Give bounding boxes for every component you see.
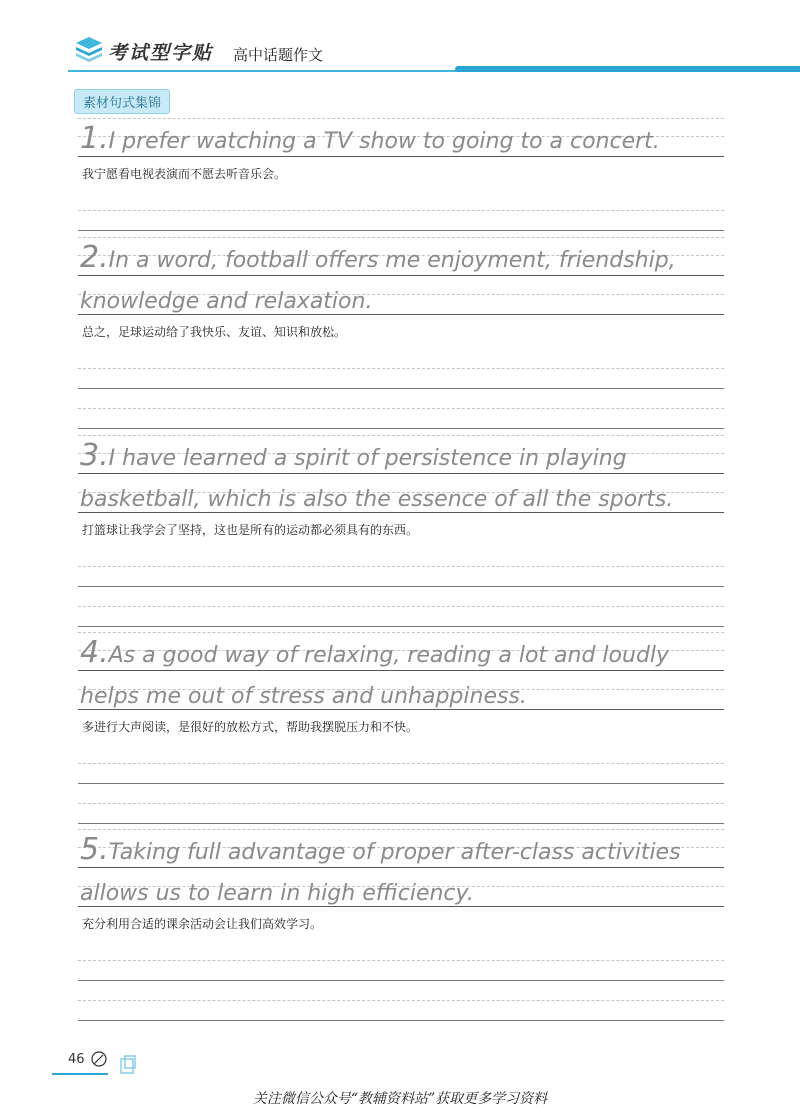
practice-line-mid — [78, 349, 724, 369]
trace-line — [78, 237, 724, 276]
section-tag: 素材句式集锦 — [74, 89, 170, 114]
trace-sentence: 5.Taking full advantage of proper after-class activities — [80, 832, 681, 867]
trace-line — [78, 671, 724, 710]
header-accent-bar — [455, 66, 800, 72]
footer-accent-line — [52, 1073, 108, 1075]
footer-note: 关注微信公众号“教辅资料站”获取更多学习资料 — [252, 1091, 548, 1107]
trace-sentence-continued: helps me out of stress and unhappiness. — [80, 684, 527, 709]
trace-line — [78, 829, 724, 868]
practice-line-base — [78, 567, 724, 587]
page-header — [0, 0, 800, 80]
trace-sentence-continued: basketball, which is also the essence of all the sports. — [80, 487, 674, 512]
practice-line-base — [78, 409, 724, 429]
practice-line-base — [78, 764, 724, 784]
trace-line — [78, 118, 724, 157]
entry-1 — [78, 118, 724, 231]
subject-title: 高中话题作文 — [233, 46, 324, 64]
trace-sentence: 4.As a good way of relaxing, reading a lot and loudly — [80, 635, 670, 670]
practice-line-mid — [78, 744, 724, 764]
practice-line-mid — [78, 547, 724, 567]
entry-5 — [78, 829, 724, 1021]
translation: 我宁愿看电视表演而不愿去听音乐会。 — [82, 167, 287, 181]
trace-line — [78, 632, 724, 671]
trace-sentence: 2.In a word, football offers me enjoyment, friendship, — [80, 240, 676, 275]
trace-line — [78, 868, 724, 907]
pen-nib-icon — [90, 1050, 108, 1068]
entry-3 — [78, 435, 724, 627]
practice-line-mid — [78, 981, 724, 1001]
trace-line — [78, 435, 724, 474]
translation: 打篮球让我学会了坚持，这也是所有的运动都必须具有的东西。 — [82, 523, 419, 537]
page-number: 46 — [68, 1052, 85, 1067]
translation: 多进行大声阅读，是很好的放松方式，帮助我摆脱压力和不快。 — [82, 720, 419, 734]
practice-line-mid — [78, 191, 724, 211]
practice-line-mid — [78, 941, 724, 961]
practice-line-base — [78, 961, 724, 981]
entry-4 — [78, 632, 724, 824]
practice-line-mid — [78, 587, 724, 607]
practice-line-base — [78, 1001, 724, 1021]
book-stack-logo-icon — [74, 34, 104, 64]
trace-sentence-continued: knowledge and relaxation. — [80, 289, 373, 314]
practice-line-mid — [78, 784, 724, 804]
trace-line — [78, 276, 724, 315]
trace-sentence-continued: allows us to learn in high efficiency. — [80, 881, 474, 906]
entry-2 — [78, 237, 724, 429]
translation: 充分利用合适的课余活动会让我们高效学习。 — [82, 917, 323, 931]
trace-sentence: 3.I have learned a spirit of persistence in playing — [80, 438, 627, 473]
book-decoration-icon — [118, 1054, 138, 1076]
brand-title: 考试型字贴 — [108, 42, 214, 64]
trace-sentence: 1.I prefer watching a TV show to going to a concert. — [80, 121, 660, 156]
translation: 总之，足球运动给了我快乐、友谊、知识和放松。 — [82, 325, 347, 339]
trace-line — [78, 474, 724, 513]
practice-line-base — [78, 804, 724, 824]
practice-line-base — [78, 211, 724, 231]
practice-line-base — [78, 369, 724, 389]
practice-line-mid — [78, 389, 724, 409]
practice-line-base — [78, 607, 724, 627]
